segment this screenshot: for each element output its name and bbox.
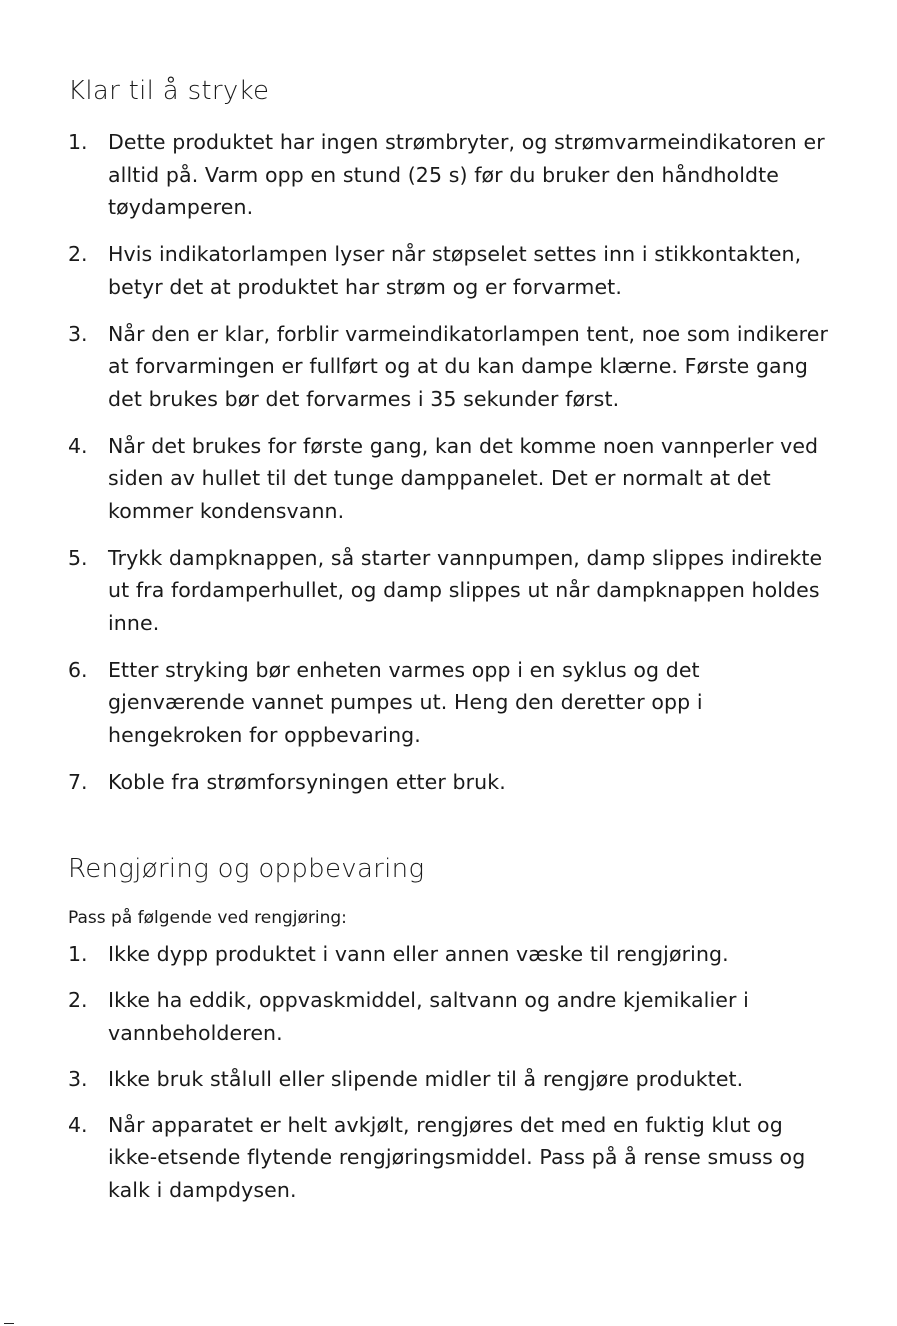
step-number: 3. bbox=[68, 321, 88, 346]
list-item bbox=[68, 1063, 828, 1096]
step-text: Når det brukes for første gang, kan det komme noen vannperler ved siden av hullet til det tunge damppanelet. Det er normalt at det kommer kondensvann. bbox=[108, 433, 819, 523]
step-number: 4. bbox=[68, 1112, 88, 1137]
list-item bbox=[68, 938, 828, 971]
list-item bbox=[68, 318, 828, 416]
ironing-steps-list bbox=[68, 126, 828, 813]
section-title-cleaning-storage: Rengjøring og oppbevaring bbox=[68, 854, 425, 884]
step-text: Ikke bruk stålull eller slipende midler til å rengjøre produktet. bbox=[108, 1066, 744, 1091]
step-number: 1. bbox=[68, 942, 88, 966]
cleaning-steps-list bbox=[68, 938, 828, 1220]
step-number: 4. bbox=[68, 433, 88, 458]
step-text: Ikke dypp produktet i vann eller annen væske til rengjøring. bbox=[108, 942, 729, 966]
crop-mark bbox=[4, 1323, 14, 1324]
list-item bbox=[68, 238, 828, 303]
step-number: 5. bbox=[68, 545, 88, 570]
step-number: 1. bbox=[68, 130, 88, 154]
list-item bbox=[68, 430, 828, 528]
step-number: 7. bbox=[68, 769, 88, 794]
step-text: Etter stryking bør enheten varmes opp i en syklus og det gjenværende vannet pumpes ut. Heng den deretter opp i hengekroken for oppbevaring. bbox=[108, 657, 703, 747]
step-text: Koble fra strømforsyningen etter bruk. bbox=[108, 769, 506, 794]
cleaning-intro: Pass på følgende ved rengjøring: bbox=[68, 908, 347, 928]
step-number: 3. bbox=[68, 1066, 88, 1091]
list-item bbox=[68, 126, 828, 224]
step-text: Når den er klar, forblir varmeindikatorlampen tent, noe som indikerer at forvarmingen er fullført og at du kan dampe klærne. Første gang det brukes bør det forvarmes i 35 sekunder først. bbox=[108, 321, 828, 411]
step-text: Trykk dampknappen, så starter vannpumpen, damp slippes indirekte ut fra fordamperhullet, og damp slippes ut når dampknappen holdes inne. bbox=[108, 545, 823, 635]
section-title-ready-to-iron: Klar til å stryke bbox=[68, 76, 270, 106]
step-number: 6. bbox=[68, 657, 88, 682]
list-item bbox=[68, 766, 828, 799]
step-number: 2. bbox=[68, 988, 88, 1012]
step-text: Dette produktet har ingen strømbryter, og strømvarmeindikatoren er alltid på. Varm opp en stund (25 s) før du bruker den håndholdte tøydamperen. bbox=[108, 130, 825, 219]
list-item bbox=[68, 1109, 828, 1207]
step-text: Når apparatet er helt avkjølt, rengjøres det med en fuktig klut og ikke-etsende flytende rengjøringsmiddel. Pass på å rense smuss og kalk i dampdysen. bbox=[108, 1112, 806, 1202]
step-text: Hvis indikatorlampen lyser når støpselet settes inn i stikkontakten, betyr det at produktet har strøm og er forvarmet. bbox=[108, 242, 802, 299]
list-item bbox=[68, 984, 828, 1049]
list-item bbox=[68, 542, 828, 640]
step-text: Ikke ha eddik, oppvaskmiddel, saltvann og andre kjemikalier i vannbeholderen. bbox=[108, 988, 749, 1045]
list-item bbox=[68, 654, 828, 752]
step-number: 2. bbox=[68, 242, 88, 266]
